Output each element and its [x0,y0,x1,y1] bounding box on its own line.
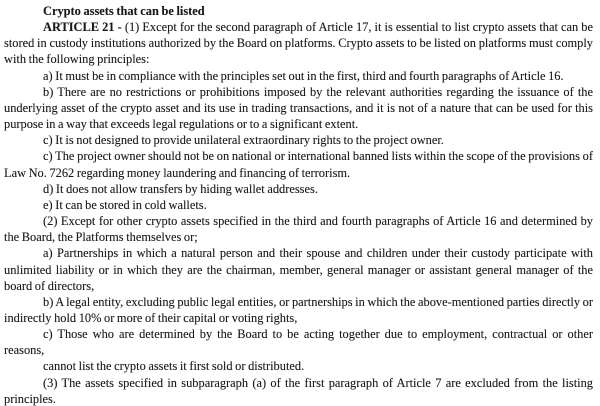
article-21-label: ARTICLE 21 - [43,20,125,35]
clause-a: a) It must be in compliance with the principles set out in the first, third and fourth paragraphs of Article 16. [43,68,564,83]
paragraph-2-clause-a: a) Partnerships in which a natural person and their spouse and children under their custody participate with unlimited liability or in which they are the chairman, member, general manager or assistant general manager of the board of directors, [4,246,593,293]
paragraph-3: (3) The assets specified in subparagraph (a) of the first paragraph of Article 7 are excluded from the listing principles. [4,375,593,406]
clause-b: b) There are no restrictions or prohibitions imposed by the relevant authorities regarding the issuance of the underlying asset of the crypto asset and its use in trading transactions, and it is not of a nature that can be used for this purpose in a way that exceeds legal regulations or to a significant extent. [4,84,593,132]
paragraph-2: (2) Except for other crypto assets specified in the third and fourth paragraphs of Article 16 and determined by the Board, the Platforms themselves or; [4,214,593,245]
article-21-paragraph [4,19,593,67]
paragraph-2-clause-b: b) A legal entity, excluding public legal entities, or partnerships in which the above-mentioned parties directly or indirectly hold 10% or more of their capital or voting rights, [4,294,593,325]
paragraph-2-clause-c: c) Those who are determined by the Board to be acting together due to employment, contractual or other reasons, [4,327,593,358]
article-21-intro-text: (1) Except for the second paragraph of Article 17, it is essential to list crypto assets that can be stored in custody institutions authorized by the Board on platforms. Crypto assets to be listed on platforms must comply with the following principles: [4,20,593,67]
clause-d: d) It does not allow transfers by hiding wallet addresses. [43,181,318,196]
paragraph-2-closing: cannot list the crypto assets it first sold or distributed. [43,359,305,374]
clause-e: e) It can be stored in cold wallets. [43,197,207,212]
clause-c: c) It is not designed to provide unilateral extraordinary rights to the project owner. [43,133,444,148]
clause-c2: c) The project owner should not be on national or international banned lists within the scope of the provisions of Law No. 7262 regarding money laundering and financing of terrorism. [4,149,593,180]
section-heading: Crypto assets that can be listed [43,4,205,18]
